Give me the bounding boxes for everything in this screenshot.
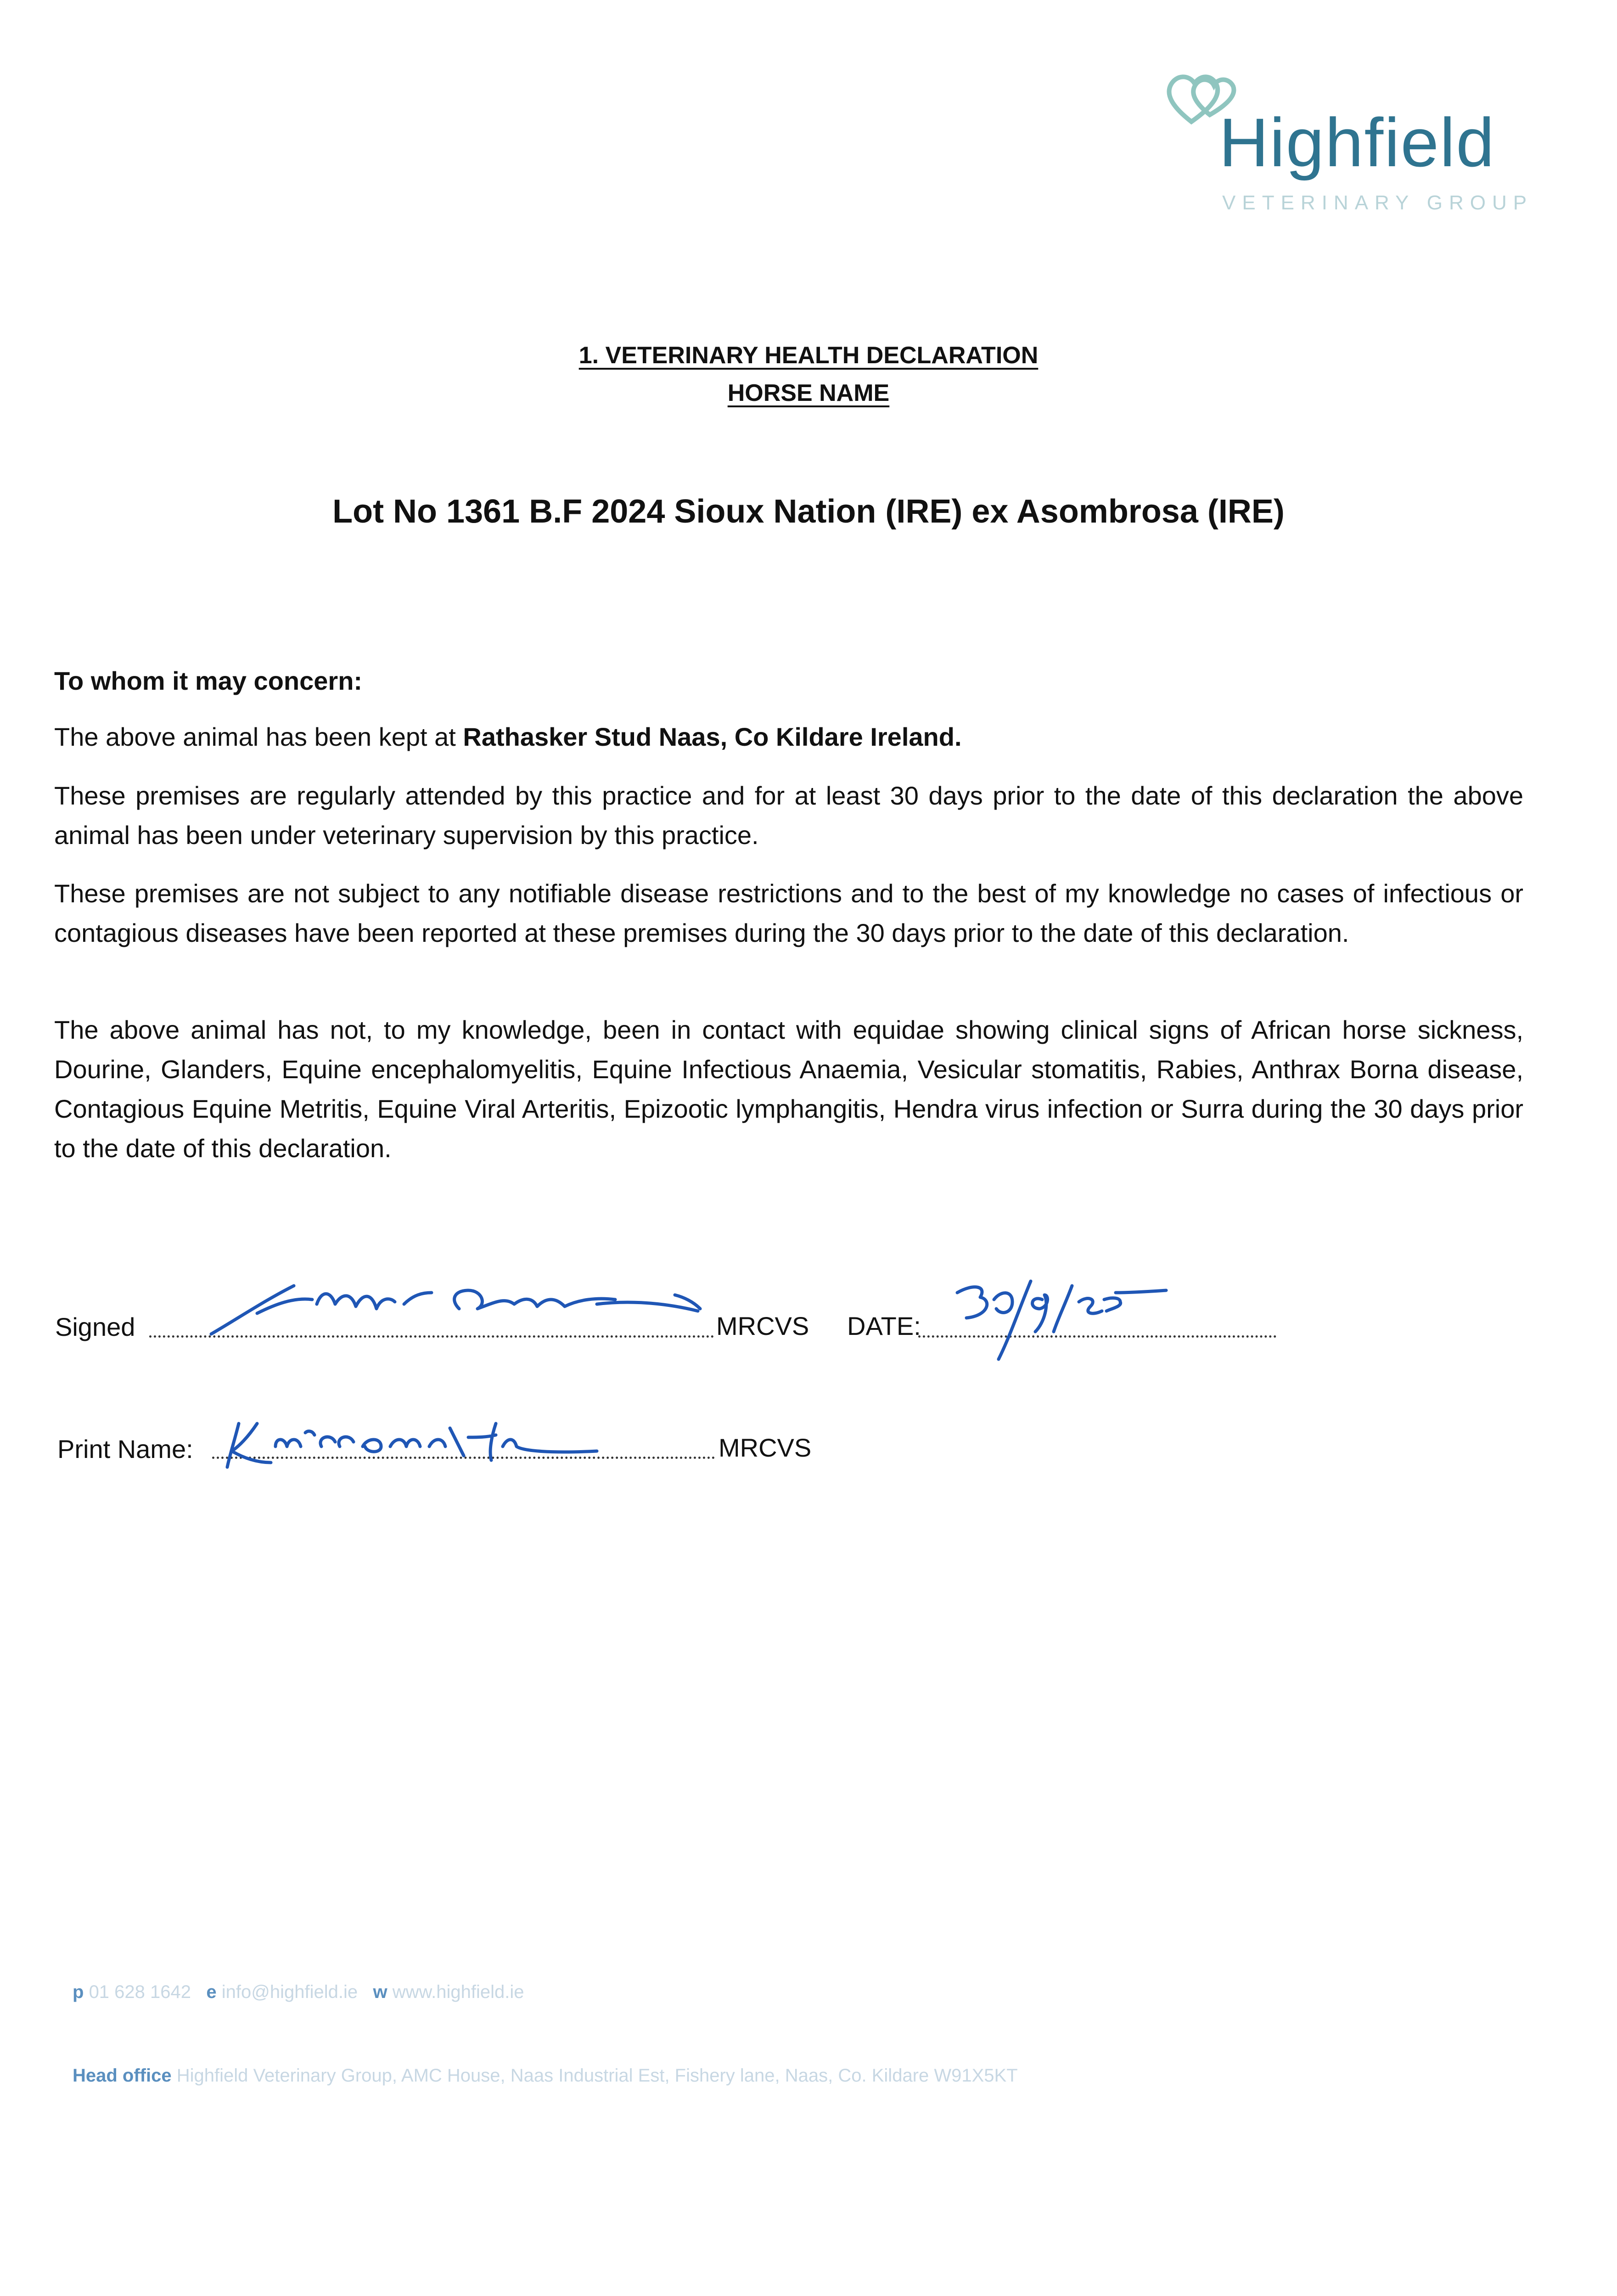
- supervision-paragraph: These premises are regularly attended by this practice and for at least 30 days prior to the date of this declaration the above animal has been under veterinary supervision by this practice.: [54, 781, 1523, 850]
- phone-label: p: [73, 1982, 84, 2002]
- diseases-paragraph: The above animal has not, to my knowledge, been in contact with equidae showing clinical signs of African horse sickness, Dourine, Glanders, Equine encephalomyelitis, Equine Infectious Anaemia, Vesicular stomatitis, Rabies, Anthrax Borna disease, Contagious Equine Metritis, Equine Viral Arteritis, Epizootic lymphangitis, Hendra virus infection or Surra during the 30 days prior to the date of this declaration.: [54, 1015, 1523, 1163]
- brand-subtitle: VETERINARY GROUP: [1222, 191, 1533, 214]
- web-address[interactable]: www.highfield.ie: [392, 1982, 524, 2002]
- kept-at-location: Rathasker Stud Naas, Co Kildare Ireland.: [463, 722, 962, 751]
- restrictions-paragraph: These premises are not subject to any notifiable disease restrictions and to the best of my knowledge no cases of infectious or contagious diseases have been reported at these premises during the 30 days prior to the date of this declaration.: [54, 879, 1523, 947]
- declaration-title: 1. VETERINARY HEALTH DECLARATION: [578, 342, 1039, 369]
- web-label: w: [373, 1982, 387, 2002]
- kept-at-prefix: The above animal has been kept at: [54, 722, 456, 751]
- horse-name-heading: HORSE NAME: [727, 380, 890, 406]
- greeting: To whom it may concern:: [54, 666, 363, 695]
- date-label: DATE:: [847, 1311, 921, 1340]
- print-name-ink: [227, 1424, 597, 1467]
- head-office-label: Head office: [73, 2065, 172, 2086]
- signed-mrcvs-label: MRCVS: [716, 1311, 809, 1340]
- print-name-label: Print Name:: [57, 1435, 193, 1463]
- print-mrcvs-label: MRCVS: [719, 1433, 812, 1462]
- head-office-address: Highfield Veterinary Group, AMC House, Naas Industrial Est, Fishery lane, Naas, Co. Kildare W91X5KT: [176, 2065, 1018, 2086]
- lot-title: Lot No 1361 B.F 2024 Sioux Nation (IRE) ex Asombrosa (IRE): [332, 493, 1285, 530]
- date-line: [918, 1335, 1276, 1338]
- signature-ink: [211, 1286, 700, 1334]
- print-name-line: [212, 1457, 715, 1459]
- date-ink: [957, 1287, 987, 1318]
- phone-number: 01 628 1642: [89, 1982, 191, 2002]
- brand-name: Highfield: [1219, 104, 1495, 181]
- signature-line: [149, 1335, 714, 1338]
- footer-contact: [73, 1983, 524, 2001]
- email-address[interactable]: info@highfield.ie: [221, 1982, 358, 2002]
- email-label: e: [206, 1982, 217, 2002]
- footer-address: [73, 2066, 1018, 2085]
- signed-label: Signed: [55, 1312, 135, 1341]
- kept-at-paragraph: [54, 717, 1523, 757]
